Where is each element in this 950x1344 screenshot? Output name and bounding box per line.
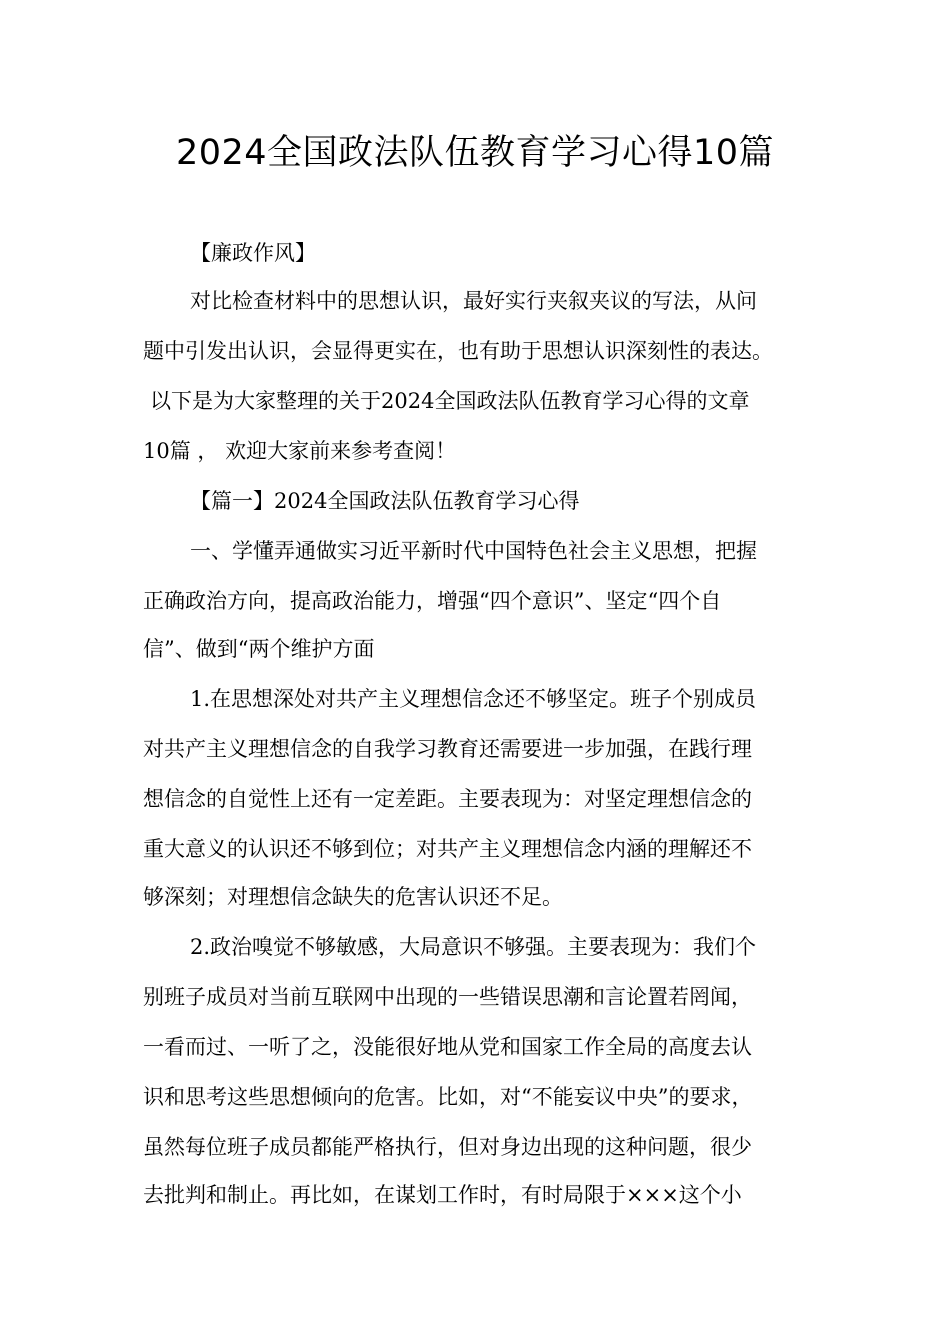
paragraph-line: 重大意义的认识还不够到位；对共产主义理想信念内涵的理解还不 <box>143 837 752 861</box>
document-title: 2024全国政法队伍教育学习心得10篇 <box>175 133 775 173</box>
paragraph-line: 题中引发出认识，会显得更实在，也有助于思想认识深刻性的表达。 <box>143 339 773 363</box>
paragraph-line: 1.在思想深处对共产主义理想信念还不够坚定。班子个别成员 <box>190 687 757 711</box>
paragraph-line: 2.政治嗅觉不够敏感，大局意识不够强。主要表现为：我们个 <box>190 935 757 959</box>
paragraph-line: 对比检查材料中的思想认识，最好实行夹叙夹议的写法，从问 <box>190 289 757 313</box>
paragraph-line: 对共产主义理想信念的自我学习教育还需要进一步加强，在践行理 <box>143 737 752 761</box>
section-tag: 【廉政作风】 <box>190 241 316 265</box>
paragraph-line: 以下是为大家整理的关于2024全国政法队伍教育学习心得的文章 <box>150 389 750 413</box>
paragraph-line: 信”、做到“两个维护方面 <box>143 637 375 661</box>
paragraph-line: 别班子成员对当前互联网中出现的一些错误思潮和言论置若罔闻， <box>143 985 752 1009</box>
chapter-heading: 【篇一】2024全国政法队伍教育学习心得 <box>190 489 580 513</box>
paragraph-line: 虽然每位班子成员都能严格执行，但对身边出现的这种问题，很少 <box>143 1135 752 1159</box>
paragraph-line: 想信念的自觉性上还有一定差距。主要表现为：对坚定理想信念的 <box>143 787 752 811</box>
paragraph-line: 正确政治方向，提高政治能力，增强“四个意识”、坚定“四个自 <box>143 589 722 613</box>
paragraph-line: 一看而过、一听了之，没能很好地从党和国家工作全局的高度去认 <box>143 1035 752 1059</box>
paragraph-line: 去批判和制止。再比如，在谋划工作时，有时局限于×××这个小 <box>143 1183 742 1207</box>
paragraph-line: 够深刻；对理想信念缺失的危害认识还不足。 <box>143 885 563 909</box>
paragraph-line: 一、学懂弄通做实习近平新时代中国特色社会主义思想，把握 <box>190 539 757 563</box>
paragraph-line: 识和思考这些思想倾向的危害。比如，对“不能妄议中央”的要求， <box>143 1085 753 1109</box>
paragraph-line: 10篇 ， 欢迎大家前来参考查阅！ <box>143 439 457 463</box>
